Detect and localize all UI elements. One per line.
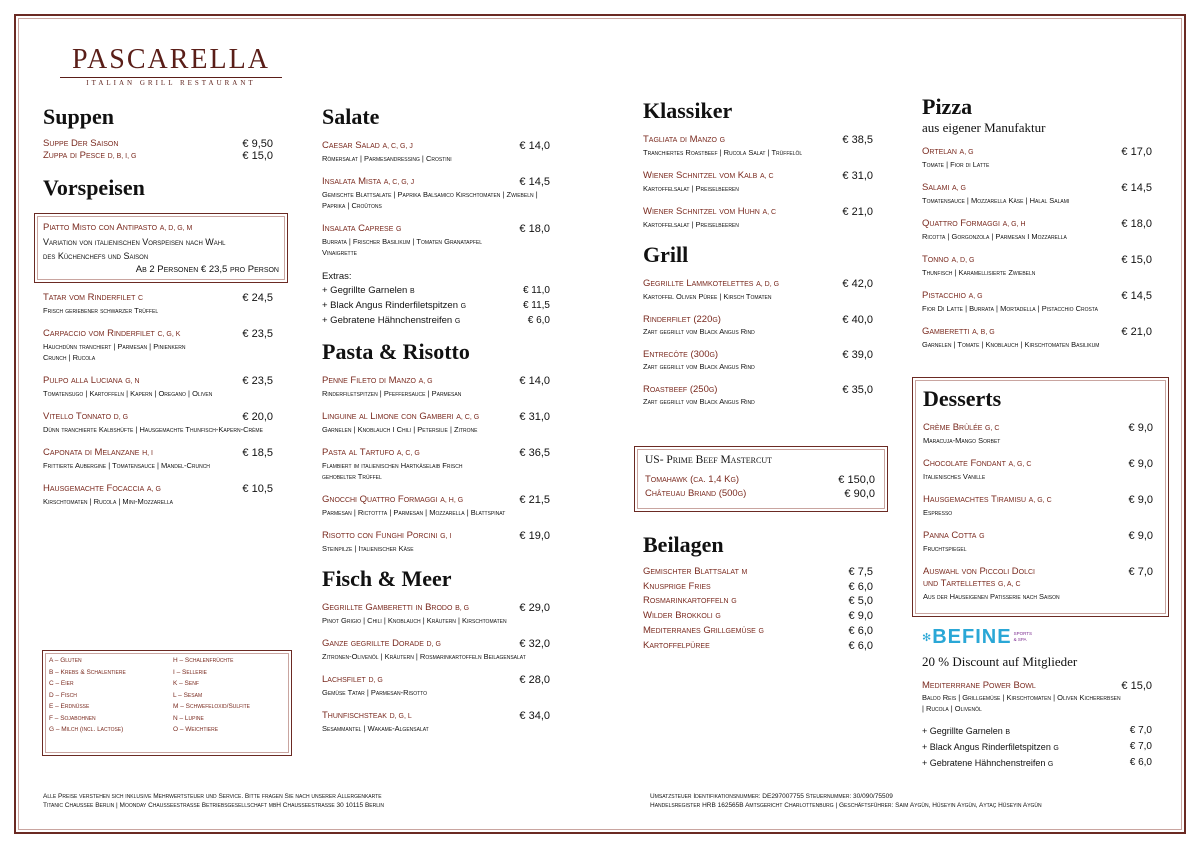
brand-logo: [60, 44, 282, 87]
suppen-list: [43, 138, 273, 163]
menu-item: [43, 150, 273, 163]
item-price: € 36,5: [519, 447, 550, 459]
befine-logo-small: SPORTS & SPA: [1013, 631, 1032, 642]
column-4: [922, 94, 1152, 362]
section-title-beilagen: Beilagen: [643, 532, 724, 557]
legend-entry: M – Schwefeloxid/Sulfite: [173, 703, 251, 710]
section-title-vorspeisen: Vorspeisen: [43, 175, 145, 200]
item-price: € 32,0: [519, 638, 550, 650]
beilagen-section: [643, 532, 873, 654]
brand-name: PASCARELLA: [72, 44, 270, 75]
menu-item: [923, 458, 1153, 482]
pizza-subtitle: aus eigener Manufaktur: [922, 120, 1046, 135]
item-name: Kartoffelpüree: [643, 640, 710, 651]
menu-item: [43, 292, 273, 316]
footer-line: Alle Preise verstehen sich inklusive Mehrwertsteuer und Service. Bitte fragen Sie nach unserer Allergenkarte: [43, 793, 382, 800]
item-name: Wiener Schnitzel vom Kalb A, C: [643, 170, 774, 181]
item-name: Hausgemachtes Tiramisu A, G, C: [923, 494, 1052, 505]
menu-item: [922, 326, 1152, 350]
menu-item: [43, 328, 273, 363]
menu-item: [645, 488, 875, 500]
item-name: Linguine al Limone con Gamberi A, C, G: [322, 411, 480, 422]
item-price: € 6,0: [848, 625, 873, 637]
menu-item: [322, 674, 550, 698]
footer-line: Handelsregister HRB 162565B Amtsgericht Charlottenburg | Geschäftsführer: Saim Aygün, Hüseyin Aygün, Aytaç Hüseyin Aygün: [650, 802, 1042, 809]
item-name: Pasta al Tartufo A, C, G: [322, 447, 420, 458]
item-price: € 10,5: [242, 483, 273, 495]
item-desc: Zart gegrillt vom Black Angus Rind: [643, 397, 755, 406]
item-price: € 14,0: [519, 375, 550, 387]
menu-item: [922, 182, 1152, 206]
item-name: Ortelan A, G: [922, 146, 974, 157]
mastercut-title: US- Prime Beef Mastercut: [645, 454, 773, 466]
item-desc: Parmesan | Rictottta | Parmesan | Mozzarella | Blattspinat: [322, 508, 506, 517]
item-name: Knusprige Fries: [643, 581, 711, 592]
extra-item: + Black Angus Rinderfiletspitzen G € 11,5: [322, 300, 550, 311]
desserts-list: [923, 422, 1153, 602]
legend-entry: A – Gluten: [49, 657, 82, 664]
item-desc: Kartoffelsalat | Preiselbeeren: [643, 184, 739, 193]
legend-entry: H – Schalenfrüchte: [173, 657, 234, 664]
legend-entry: E – Erdnüsse: [49, 703, 90, 710]
befine-extras: [922, 724, 1152, 772]
item-name: Hausgemachte Focaccia A, G: [43, 483, 161, 494]
desserts-box: [912, 377, 1169, 617]
item-desc: Tomate | Fior di Latte: [922, 160, 990, 169]
item-desc: Ricotta | Gorgonzola | Parmesan I Mozzarella: [922, 232, 1067, 241]
footer-left: [43, 792, 563, 810]
legend-entry: N – Lupine: [173, 714, 204, 722]
item-price: € 39,0: [842, 349, 873, 361]
section-title-grill: Grill: [643, 242, 689, 267]
item-desc: Garnelen | Tomate | Knoblauch | Kirschtomaten Basilikum: [922, 340, 1100, 349]
menu-item: [643, 384, 873, 407]
item-desc: des Küchenchefs und Saison: [43, 251, 149, 261]
menu-item: [322, 494, 550, 518]
item-desc: Burrata | Frischer Basilikum | Tomaten Granatapfel Vinaigrette: [322, 237, 482, 257]
item-price: € 20,0: [242, 411, 273, 423]
item-desc: Steinpilze | Italienischer Käse: [322, 544, 414, 553]
item-name: Wilder Brokkoli G: [643, 610, 721, 621]
section-title-fisch: Fisch & Meer: [322, 566, 452, 591]
grill-list: [643, 278, 873, 407]
footer-line: Umsatzsteuer Identifikationsnummer: DE297007755 Steuernummer: 30/090/75509: [650, 793, 893, 800]
item-desc: Maracuja-Mango Sorbet: [923, 436, 1001, 445]
item-price: € 23,5: [242, 375, 273, 387]
item-desc: Tranchiertes Roastbeef | Rucola Salat | Trüffelöl: [643, 148, 803, 157]
item-name: Gemischter Blattsalat M: [643, 566, 748, 577]
extras-label: Extras:: [322, 271, 352, 282]
item-name: Caesar Salad A, C, G, J: [322, 140, 413, 151]
menu-item: [922, 254, 1152, 278]
item-price: € 17,0: [1121, 146, 1152, 158]
item-desc: Kirschtomaten | Rucola | Mini-Mozzarella: [43, 497, 173, 506]
item-name: Tatar vom Rinderfilet C: [43, 292, 144, 303]
item-name: Caponata di Melanzane H, I: [43, 447, 153, 458]
klassiker-list: [643, 134, 873, 230]
pizza-list: [922, 146, 1152, 350]
item-name: Mediterrrane Power Bowl: [922, 680, 1036, 691]
item-price: € 6,0: [848, 640, 873, 652]
menu-item: [922, 290, 1152, 314]
item-name: Thunfischsteak D, G, L: [322, 710, 412, 721]
item-price: € 15,0: [1121, 680, 1152, 692]
item-price: € 29,0: [519, 602, 550, 614]
salate-extras: [322, 270, 550, 329]
menu-item: [643, 566, 873, 579]
item-desc: Frisch geriebener schwarzer Trüffel: [43, 306, 159, 315]
befine-discount: 20 % Discount auf Mitglieder: [922, 654, 1078, 669]
brand-tagline: ITALIAN GRILL RESTAURANT: [60, 77, 282, 87]
fisch-list: [322, 602, 550, 734]
legend-right: [173, 655, 288, 736]
extra-item: + Gegrillte Garnelen B € 11,0: [322, 285, 550, 296]
legend-entry: B – Krebs & Schalentiere: [49, 668, 126, 676]
legend-entry: G – Milch (incl. Lactose): [49, 726, 124, 733]
item-price: € 35,0: [842, 384, 873, 396]
menu-item: [643, 314, 873, 337]
item-desc: Rinderfiletspitzen | Pfeffersauce | Parmesan: [322, 389, 462, 398]
item-name: Zuppa di Pesce D, B, I, G: [43, 150, 137, 161]
item-desc: Kartoffelsalat | Preiselbeeren: [643, 220, 739, 229]
menu-item: [43, 483, 273, 507]
menu-item: [43, 447, 273, 471]
menu-item: [322, 447, 550, 482]
section-title-desserts: Desserts: [923, 386, 1002, 411]
item-price: € 5,0: [848, 595, 873, 607]
item-desc: Zart gegrillt vom Black Angus Rind: [643, 327, 755, 336]
item-desc: Zitronen-Olivenöl | Kräutern | Rosmarinkartoffeln Beilagensalat: [322, 652, 526, 661]
item-desc: Kartoffel Oliven Püree | Kirsch Tomaten: [643, 292, 772, 301]
item-name: Pulpo alla Luciana G, N: [43, 375, 140, 386]
menu-item: [643, 134, 873, 158]
menu-item: [43, 138, 273, 150]
item-desc: Tomatensauce | Mozzarella Käse | Halal Salami: [922, 196, 1070, 205]
extra-item: + Black Angus Rinderfiletspitzen G € 7,0: [922, 741, 1152, 752]
item-name: Gamberetti A, B, G: [922, 326, 995, 337]
item-desc: Fruchtspiegel: [923, 544, 967, 553]
section-title-suppen: Suppen: [43, 104, 114, 129]
section-title-pizza: Pizza: [922, 94, 973, 119]
salate-list: [322, 140, 550, 258]
item-desc: Espresso: [923, 508, 953, 517]
menu-item: [922, 680, 1152, 714]
item-desc: Gemüse Tatar | Parmesan-Risotto: [322, 688, 428, 697]
item-name: Lachsfilet D, G: [322, 674, 383, 685]
menu-item: [322, 530, 550, 554]
menu-item: [322, 223, 550, 258]
item-price: € 21,0: [842, 206, 873, 218]
item-name: Gegrillte Gamberetti in Brodo B, G: [322, 602, 470, 613]
item-price: € 42,0: [842, 278, 873, 290]
legend-entry: C – Eier: [49, 680, 74, 687]
legend-entry: I – Sellerie: [173, 668, 207, 676]
item-name: Risotto con Funghi Porcini G, I: [322, 530, 452, 541]
item-price: € 7,5: [848, 566, 873, 578]
menu-item: [643, 206, 873, 230]
item-price: € 19,0: [519, 530, 550, 542]
item-desc: Hauchdünn tranchiert | Parmesan | Pinienkern Crunch | Rucola: [43, 342, 186, 362]
item-name: Rinderfilet (220g): [643, 314, 721, 325]
item-name: Chocolate Fondant A, G, C: [923, 458, 1032, 469]
legend-entry: O – Weichtiere: [173, 726, 219, 733]
menu-item: [645, 474, 875, 486]
item-price: € 9,0: [1128, 458, 1153, 470]
allergen-legend: [42, 650, 292, 756]
item-name: Entrecôte (300g): [643, 349, 719, 360]
menu-item: [322, 638, 550, 662]
legend-entry: D – Fisch: [49, 691, 77, 699]
menu-item: [643, 640, 873, 652]
menu-item: [322, 375, 550, 399]
item-desc: Garnelen | Knoblauch I Chili | Petersilie | Zitrone: [322, 425, 478, 434]
item-name: Gegrillte Lammkotelettes A, D, G: [643, 278, 780, 289]
item-price: € 6,0: [848, 581, 873, 593]
item-desc: Tomatensugo | Kartoffeln | Kapern | Oregano | Oliven: [43, 389, 213, 398]
item-desc: Aus der Hauseigenen Patisserie nach Saison: [923, 592, 1060, 601]
menu-item: [322, 710, 550, 734]
footer-line: Titanic Chaussee Berlin | Moonday Chausseestraße Betriebsgesellschaft mbH Chausseestraße 30 10115 Berlin: [43, 802, 385, 809]
item-price: € 9,0: [848, 610, 873, 622]
pasta-list: [322, 375, 550, 554]
legend-entry: K – Senf: [173, 680, 199, 687]
menu-item: [922, 218, 1152, 242]
item-name: Pistacchio A, G: [922, 290, 983, 301]
item-price: € 90,0: [844, 488, 875, 500]
befine-section: [922, 624, 1152, 772]
menu-item: [923, 530, 1153, 554]
item-desc: Zart gegrillt vom Black Angus Rind: [643, 362, 755, 371]
menu-item: [643, 349, 873, 372]
section-title-klassiker: Klassiker: [643, 98, 733, 123]
item-price: € 38,5: [842, 134, 873, 146]
item-desc: Dünn tranchierte Kalbshüfte | Hausgemachte Thunfisch-Kapern-Crème: [43, 425, 263, 434]
item-price: € 31,0: [842, 170, 873, 182]
menu-item: [643, 595, 873, 608]
item-name: Panna Cotta G: [923, 530, 985, 541]
befine-logo-text: BEFINE: [932, 625, 1012, 648]
item-price: € 34,0: [519, 710, 550, 722]
item-price: € 15,0: [242, 150, 273, 162]
extra-item: + Gegrillte Garnelen B € 7,0: [922, 725, 1152, 736]
item-name: Auswahl von Piccoli Dolci: [923, 566, 1035, 577]
menu-item: [322, 411, 550, 435]
befine-logo: [922, 624, 1152, 650]
menu-item: [322, 140, 550, 164]
item-desc: Pinot Grigio | Chili | Knoblauch | Kräutern | Kirschtomaten: [322, 616, 507, 625]
legend-entry: L – Sesam: [173, 691, 203, 699]
item-name: Wiener Schnitzel vom Huhn A, C: [643, 206, 777, 217]
item-desc: Italienisches Vanille: [923, 472, 986, 481]
item-name: Châteuau Briand (500g): [645, 488, 747, 499]
menu-item: [923, 566, 1153, 602]
item-name: Mediterranes Grillgemüse G: [643, 625, 764, 636]
item-price: € 28,0: [519, 674, 550, 686]
menu-item: [643, 610, 873, 623]
item-price: € 9,0: [1128, 422, 1153, 434]
item-price: € 24,5: [242, 292, 273, 304]
snowflake-icon: ✻: [922, 631, 932, 644]
item-desc: Flambiert im italienischen Hartkäselaib Frisch gehobelter Trüffel: [322, 461, 463, 481]
item-name: Crème Brûlée G, C: [923, 422, 1000, 433]
item-name: Tagliata di Manzo G: [643, 134, 726, 145]
item-name: Tomahawk (ca. 1,4 Kg): [645, 474, 740, 485]
item-price: € 150,0: [838, 474, 875, 486]
item-name: Carpaccio vom Rinderfilet C, G, K: [43, 328, 181, 339]
item-price: € 18,0: [1121, 218, 1152, 230]
item-price: € 18,5: [242, 447, 273, 459]
menu-item: [322, 602, 550, 626]
menu-item: [43, 411, 273, 435]
menu-item: [43, 375, 273, 399]
item-name: Quattro Formaggi A, G, H: [922, 218, 1026, 229]
menu-item: [643, 170, 873, 194]
extra-item: + Gebratene Hähnchenstreifen G € 6,0: [922, 757, 1152, 768]
item-desc: Variation von italienischen Vorspeisen nach Wahl: [43, 237, 226, 247]
extra-item: + Gebratene Hähnchenstreifen G € 6,0: [322, 315, 550, 326]
item-name: Gnocchi Quattro Formaggi A, H, G: [322, 494, 464, 505]
item-price: € 9,50: [242, 138, 273, 150]
item-price: € 31,0: [519, 411, 550, 423]
legend-entry: F – Sojabohnen: [49, 714, 96, 722]
footer-right: [650, 792, 1170, 810]
item-price: € 15,0: [1121, 254, 1152, 266]
item-price: € 9,0: [1128, 494, 1153, 506]
legend-left: [49, 655, 169, 736]
menu-item: [643, 278, 873, 302]
item-name: Penne Fileto di Manzo A, G: [322, 375, 433, 386]
item-desc: Thunfisch | Karamellisierte Zwiebeln: [922, 268, 1036, 277]
column-2: [322, 104, 550, 746]
menu-item: [643, 581, 873, 593]
item-desc: Gemischte Blattsalate | Paprika Balsamico Kirschtomaten | Zwiebeln | Paprika | Croûtons: [322, 190, 538, 210]
item-desc: Römersalat | Parmesandressing | Crostini: [322, 154, 452, 163]
item-name: Vitello Tonnato D, G: [43, 411, 129, 422]
menu-item: [923, 494, 1153, 518]
menu-item: [923, 422, 1153, 446]
item-name: Roastbeef (250g): [643, 384, 718, 395]
column-3: [643, 98, 873, 419]
item-desc: Frittierte Aubergine | Tomatensauce | Mandel-Crunch: [43, 461, 210, 470]
mastercut-box: [634, 446, 888, 512]
section-title-pasta: Pasta & Risotto: [322, 339, 470, 364]
item-name: Insalata Caprese G: [322, 223, 402, 234]
item-name: Ganze gegrillte Dorade D, G: [322, 638, 441, 649]
item-name: Tonno A, D, G: [922, 254, 975, 265]
vorspeisen-list: [43, 292, 273, 519]
section-title-salate: Salate: [322, 104, 380, 129]
item-price: € 21,5: [519, 494, 550, 506]
item-price: Ab 2 Personen € 23,5 pro Person: [135, 264, 279, 275]
item-name: und Tartellettes G, A, C: [923, 578, 1021, 589]
item-price: € 14,5: [1121, 290, 1152, 302]
item-price: € 9,0: [1128, 530, 1153, 542]
item-desc: Fior Di Latte | Burrata | Mortadella | Pistacchio Crosta: [922, 304, 1098, 313]
item-desc: Baldo Reis | Grillgemüse | Kirschtomaten | Oliven Kichererbsen | Rucola | Olivenöl: [922, 693, 1121, 713]
item-price: € 18,0: [519, 223, 550, 235]
menu-item: [643, 625, 873, 638]
item-desc: Sesammantel | Wakame-Algensalat: [322, 724, 429, 733]
antipasto-box: [34, 213, 288, 283]
item-name: Rosmarinkartoffeln G: [643, 595, 737, 606]
item-price: € 7,0: [1128, 566, 1153, 578]
item-price: € 40,0: [842, 314, 873, 326]
menu-item: [322, 176, 550, 211]
item-price: € 23,5: [242, 328, 273, 340]
column-1: [43, 104, 273, 201]
beilagen-list: [643, 566, 873, 652]
menu-item: [922, 146, 1152, 170]
item-name: Piatto Misto con Antipasto A, D, G, M: [43, 222, 193, 233]
item-price: € 21,0: [1121, 326, 1152, 338]
item-name: Suppe Der Saison: [43, 138, 119, 149]
item-name: Salami A, G: [922, 182, 966, 193]
item-price: € 14,5: [519, 176, 550, 188]
item-price: € 14,0: [519, 140, 550, 152]
item-name: Insalata Mista A, C, G, J: [322, 176, 415, 187]
item-price: € 14,5: [1121, 182, 1152, 194]
